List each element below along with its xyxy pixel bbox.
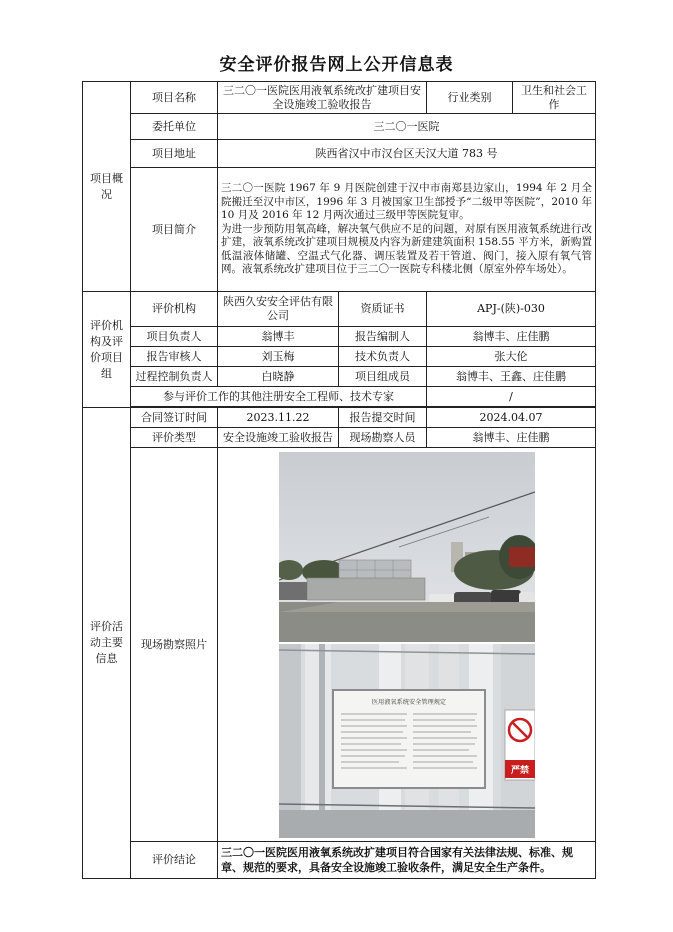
client-value: 三二〇一医院	[218, 114, 596, 140]
survey-value: 翁博丰、庄佳鹏	[427, 428, 596, 448]
site-photo-outdoor	[279, 452, 535, 642]
site-photo-tanks	[279, 644, 535, 838]
pm-label: 项目负责人	[131, 327, 218, 347]
others-value: /	[427, 387, 596, 407]
survey-label: 现场勘察人员	[339, 428, 427, 448]
agency-value: 陕西久安安全评估有限公司	[218, 292, 339, 327]
sign-label: 合同签订时间	[131, 408, 218, 428]
tech-label: 技术负责人	[339, 347, 427, 367]
client-label: 委托单位	[131, 114, 218, 140]
agency-label: 评价机构	[131, 292, 218, 327]
section-activity: 评价活动主要信息	[83, 408, 131, 879]
submit-value: 2024.04.07	[427, 408, 596, 428]
cert-value: APJ-(陕)-030	[427, 292, 596, 327]
sign-board-title: 医用液氧系统安全管理规定	[371, 698, 446, 706]
pm-value: 翁博丰	[218, 327, 339, 347]
members-label: 项目组成员	[339, 367, 427, 387]
others-label: 参与评价工作的其他注册安全工程师、技术专家	[131, 387, 427, 407]
writer-label: 报告编制人	[339, 327, 427, 347]
submit-label: 报告提交时间	[339, 408, 427, 428]
section-org: 评价机构及评价项目组	[83, 292, 131, 408]
industry-label: 行业类别	[427, 82, 513, 114]
type-label: 评价类型	[131, 428, 218, 448]
address-label: 项目地址	[131, 140, 218, 168]
page-title: 安全评价报告网上公开信息表	[219, 55, 454, 75]
reviewer-label: 报告审核人	[131, 347, 218, 367]
sign-value: 2023.11.22	[218, 408, 339, 428]
info-table	[82, 81, 596, 879]
type-value: 安全设施竣工验收报告	[218, 428, 339, 448]
warning-sign-text: 严禁	[510, 764, 529, 775]
writer-value: 翁博丰、庄佳鹏	[427, 327, 596, 347]
process-label: 过程控制负责人	[131, 367, 218, 387]
intro-paragraph-2: 为进一步预防用氧高峰，解决氧气供应不足的问题，对原有医用液氧系统进行改扩建，液氧系统改扩建项目规模及内容为新建建筑面积 158.55 平方米，新购置低温液体储罐、空温式气化器、调压装置及若干管道、阀门，接入原有氧气管网。液氧系统改扩建项目位于三二〇一医院专科楼北侧（原室外停车场处）。	[221, 222, 592, 276]
industry-value: 卫生和社会工作	[513, 82, 596, 114]
intro-label: 项目简介	[131, 168, 218, 292]
tech-value: 张大伦	[427, 347, 596, 367]
section-overview: 项目概况	[83, 82, 131, 292]
conclusion-label: 评价结论	[131, 842, 218, 879]
photo-label: 现场勘察照片	[131, 448, 218, 842]
cert-label: 资质证书	[339, 292, 427, 327]
members-value: 翁博丰、王鑫、庄佳鹏	[427, 367, 596, 387]
photo-cell	[218, 448, 596, 842]
intro-value	[218, 168, 596, 292]
project-name-label: 项目名称	[131, 82, 218, 114]
process-value: 白晓静	[218, 367, 339, 387]
reviewer-value: 刘玉梅	[218, 347, 339, 367]
project-name-value: 三二〇一医院医用液氧系统改扩建项目安全设施竣工验收报告	[218, 82, 427, 114]
conclusion-value: 三二〇一医院医用液氧系统改扩建项目符合国家有关法律法规、标准、规章、规范的要求，具备安全设施竣工验收条件，满足安全生产条件。	[218, 842, 596, 879]
address-value: 陕西省汉中市汉台区天汉大道 783 号	[218, 140, 596, 168]
intro-paragraph-1: 三二〇一医院 1967 年 9 月医院创建于汉中市南郑县边家山，1994 年 2 月全院搬迁至汉中市区，1996 年 3 月被国家卫生部授予“二级甲等医院”，2010 年 10 月及 2016 年 12 月两次通过三级甲等医院复审。	[221, 182, 592, 222]
